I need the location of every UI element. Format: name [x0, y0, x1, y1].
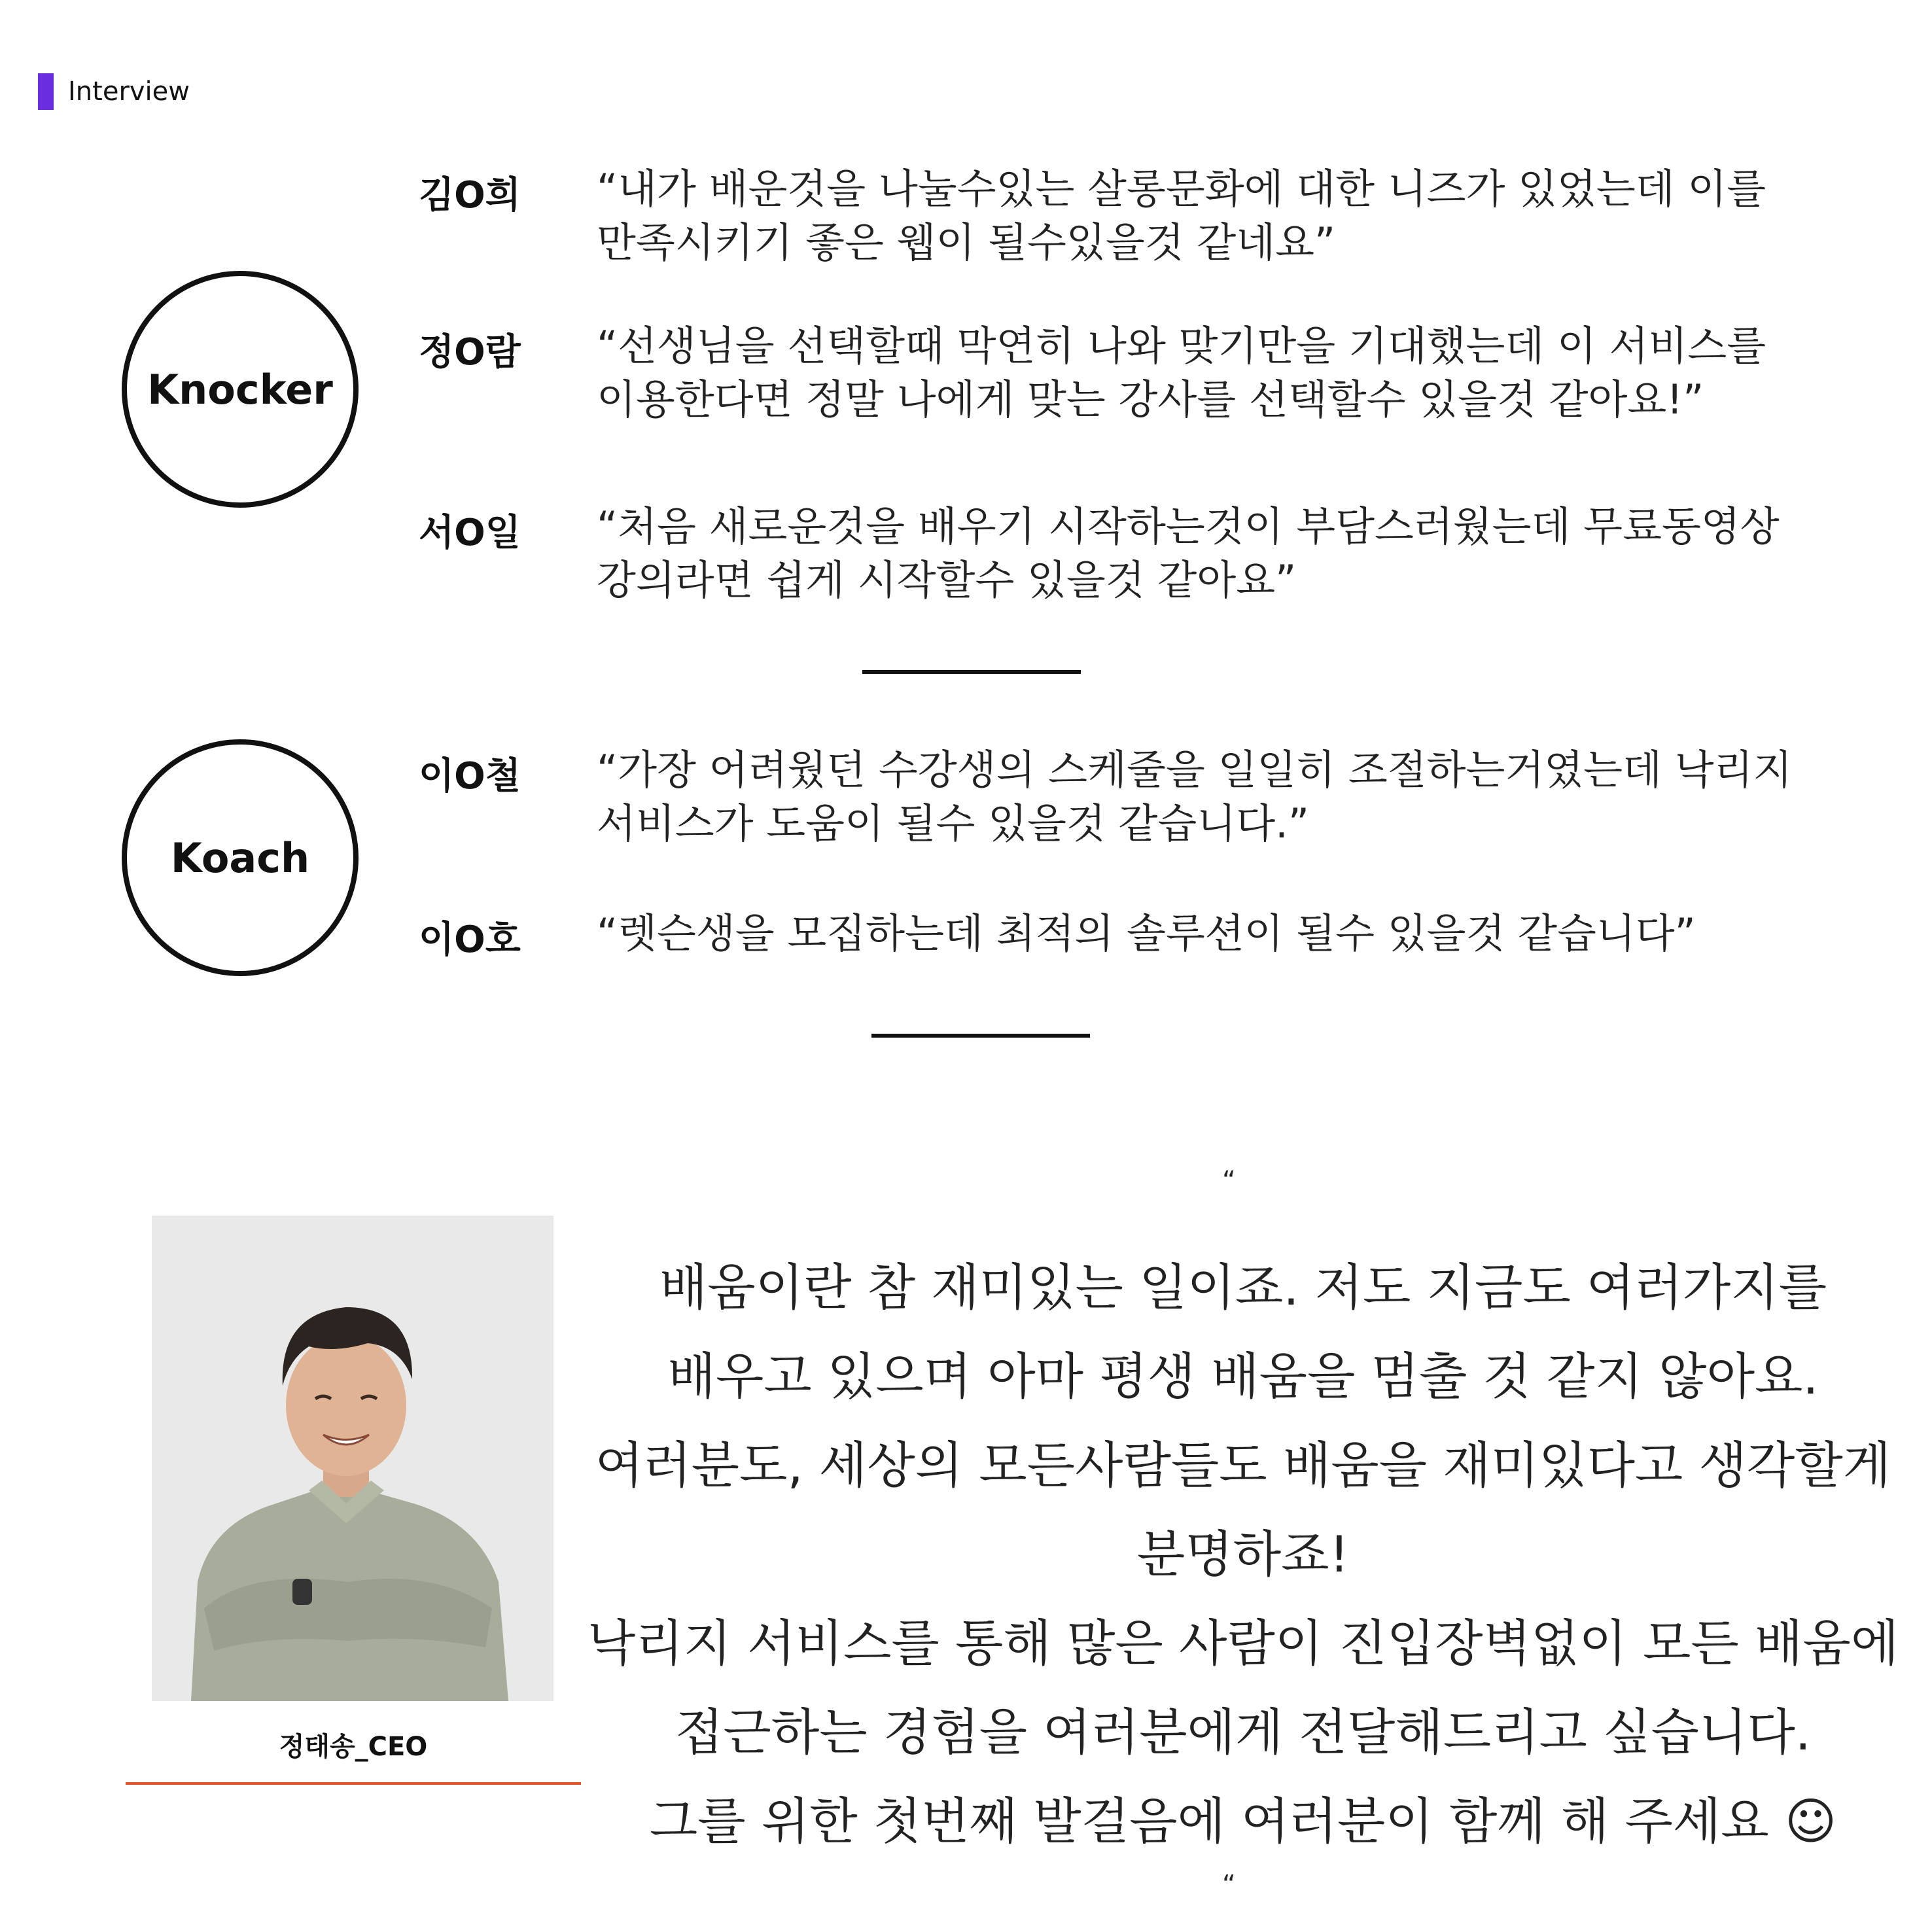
ceo-message-line: 분명하죠!: [1136, 1525, 1350, 1583]
interview-quote: “렛슨생을 모집하는데 최적의 솔루션이 될수 있을것 같습니다”: [597, 909, 1696, 957]
ceo-photo: [152, 1216, 553, 1701]
interviewee-name: 정O람: [419, 331, 521, 374]
ceo-caption: 정태송_CEO: [279, 1732, 428, 1762]
section-header: [38, 73, 190, 110]
close-quote-mark: “: [1222, 1870, 1236, 1900]
interviewee-name: 이O호: [419, 919, 521, 961]
section-divider: [862, 670, 1081, 674]
interview-quote: “내가 배운것을 나눌수있는 살롱문화에 대한 니즈가 있었는데 이를 만족시키기 좋은 웹이 될수있을것 같네요”: [597, 165, 1766, 266]
caption-underline: [126, 1782, 581, 1785]
ceo-message-line: 그를 위한 첫번째 발걸음에 여러분이 함께 해 주세요 ☺: [649, 1792, 1837, 1850]
ceo-message-line: 접근하는 경험을 여러분에게 전달해드리고 싶습니다.: [675, 1703, 1811, 1761]
interview-quote: “가장 어려웠던 수강생의 스케줄을 일일히 조절하는거였는데 낙리지 서비스가 도움이 될수 있을것 같습니다.”: [597, 746, 1793, 847]
accent-bar: [38, 73, 54, 110]
koach-label: Koach: [170, 834, 310, 882]
koach-circle: [122, 739, 359, 976]
ceo-message-line: 배움이란 참 재미있는 일이죠. 저도 지금도 여러가지를: [659, 1258, 1827, 1316]
section-title: Interview: [68, 77, 190, 107]
interviewee-name: 이O철: [419, 755, 521, 798]
section-divider: [871, 1034, 1090, 1038]
knocker-circle: [122, 271, 359, 508]
ceo-message: [582, 1243, 1904, 1866]
ceo-portrait-illustration: [152, 1216, 553, 1701]
ceo-message-line: 여러분도, 세상의 모든사람들도 배움을 재미있다고 생각할게: [595, 1436, 1891, 1494]
open-quote-mark: “: [1222, 1166, 1236, 1196]
ceo-message-line: 낙리지 서비스를 통해 많은 사람이 진입장벽없이 모든 배움에: [587, 1614, 1899, 1672]
interview-quote: “선생님을 선택할때 막연히 나와 맞기만을 기대했는데 이 서비스를 이용한다면 정말 나에게 맞는 강사를 선택할수 있을것 같아요!”: [597, 322, 1766, 423]
knocker-label: Knocker: [147, 365, 333, 413]
interview-quote: “처음 새로운것을 배우기 시작하는것이 부담스러웠는데 무료동영상 강의라면 쉽게 시작할수 있을것 같아요”: [597, 502, 1780, 604]
ceo-message-line: 배우고 있으며 아마 평생 배움을 멈출 것 같지 않아요.: [667, 1347, 1819, 1405]
interviewee-name: 김O희: [419, 174, 521, 217]
interviewee-name: 서O일: [419, 512, 521, 554]
